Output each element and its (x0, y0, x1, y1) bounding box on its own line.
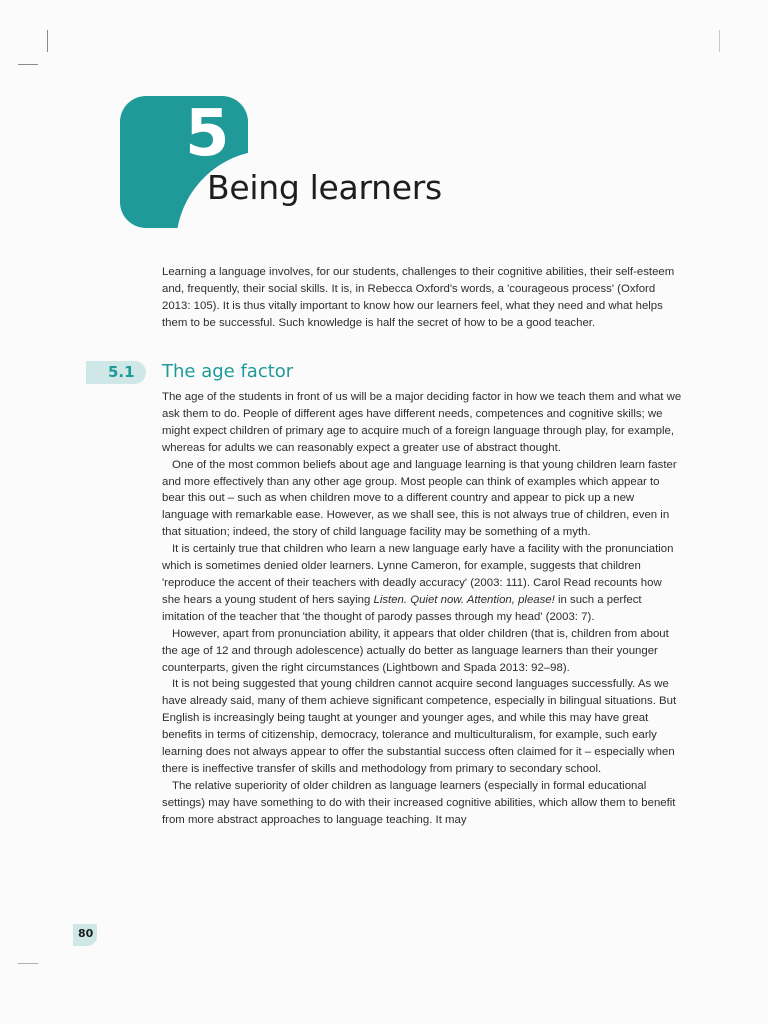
crop-mark (47, 30, 48, 52)
body-paragraph: One of the most common beliefs about age and language learning is that young children learn faster and more effectively than any other age group. Most people can think of examples which appear to bear this out – such as when children move to a different country and appear to pick up a new language with remarkable ease. However, as we shall see, this is not always true of children, even in that situation; indeed, the story of child language facility may be something of a myth. (162, 458, 677, 539)
section-title: The age factor (162, 361, 294, 382)
section-number: 5.1 (108, 363, 135, 381)
crop-mark (719, 30, 720, 52)
body-paragraph: It is not being suggested that young children cannot acquire second languages successfully. As we have already said, many of them achieve significant competence, especially in bilingual situations. But English is increasingly being taught at younger and younger ages, and while this may have great benefits in terms of citizenship, democracy, tolerance and multiculturalism, for example, such early learning does not always appear to offer the substantial success often claimed for it – especially when there is ineffective transfer of skills and methodology from primary to secondary school. (162, 678, 677, 775)
crop-mark (18, 963, 38, 964)
body-paragraph: However, apart from pronunciation ability, it appears that older children (that is, children from about the age of 12 and through adolescence) actually do better as language learners than their younger counterparts, given the right circumstances (Lightbown and Spada 2013: 92–98). (162, 627, 669, 674)
chapter-number: 5 (185, 97, 228, 171)
section-body (162, 389, 682, 829)
body-paragraph (162, 541, 682, 626)
body-paragraph: The age of the students in front of us will be a major deciding factor in how we teach them and what we ask them to do. People of different ages have different needs, competences and cognitive skills; we might expect children of primary age to acquire much of a foreign language through play, for example, whereas for adults we can reasonably expect a greater use of abstract thought. (162, 391, 682, 454)
intro-text: Learning a language involves, for our students, challenges to their cognitive abilities, their self-esteem and, frequently, their social skills. It is, in Rebecca Oxford's words, a 'courageous process' (Oxford 2013: 105). It is thus vitally important to know how our learners feel, what they need and what helps them to be successful. Such knowledge is half the secret of how to be a good teacher. (162, 266, 675, 329)
body-text-span: It is certainly true that children who learn a new language early have a facility with the pronunciation which is sometimes denied older learners. Lynne Cameron, for example, suggests that children 'reproduce the accent of their teachers with deadly accuracy' (2003: 111). Carol Read recounts how she hears a young student of hers saying (162, 543, 674, 606)
body-paragraph: The relative superiority of older children as language learners (especially in formal educational settings) may have something to do with their increased cognitive abilities, which allow them to benefit from more abstract approaches to language teaching. It may (162, 779, 676, 826)
intro-paragraph (162, 264, 682, 332)
page-number: 80 (78, 927, 94, 940)
crop-mark (18, 64, 38, 65)
quoted-speech: Listen. Quiet now. Attention, please! (373, 593, 555, 606)
body-text-span: in such a perfect imitation of the teacher that 'the thought of parody passes through my head' (2003: 7). (162, 593, 642, 623)
chapter-title: Being learners (207, 168, 442, 207)
